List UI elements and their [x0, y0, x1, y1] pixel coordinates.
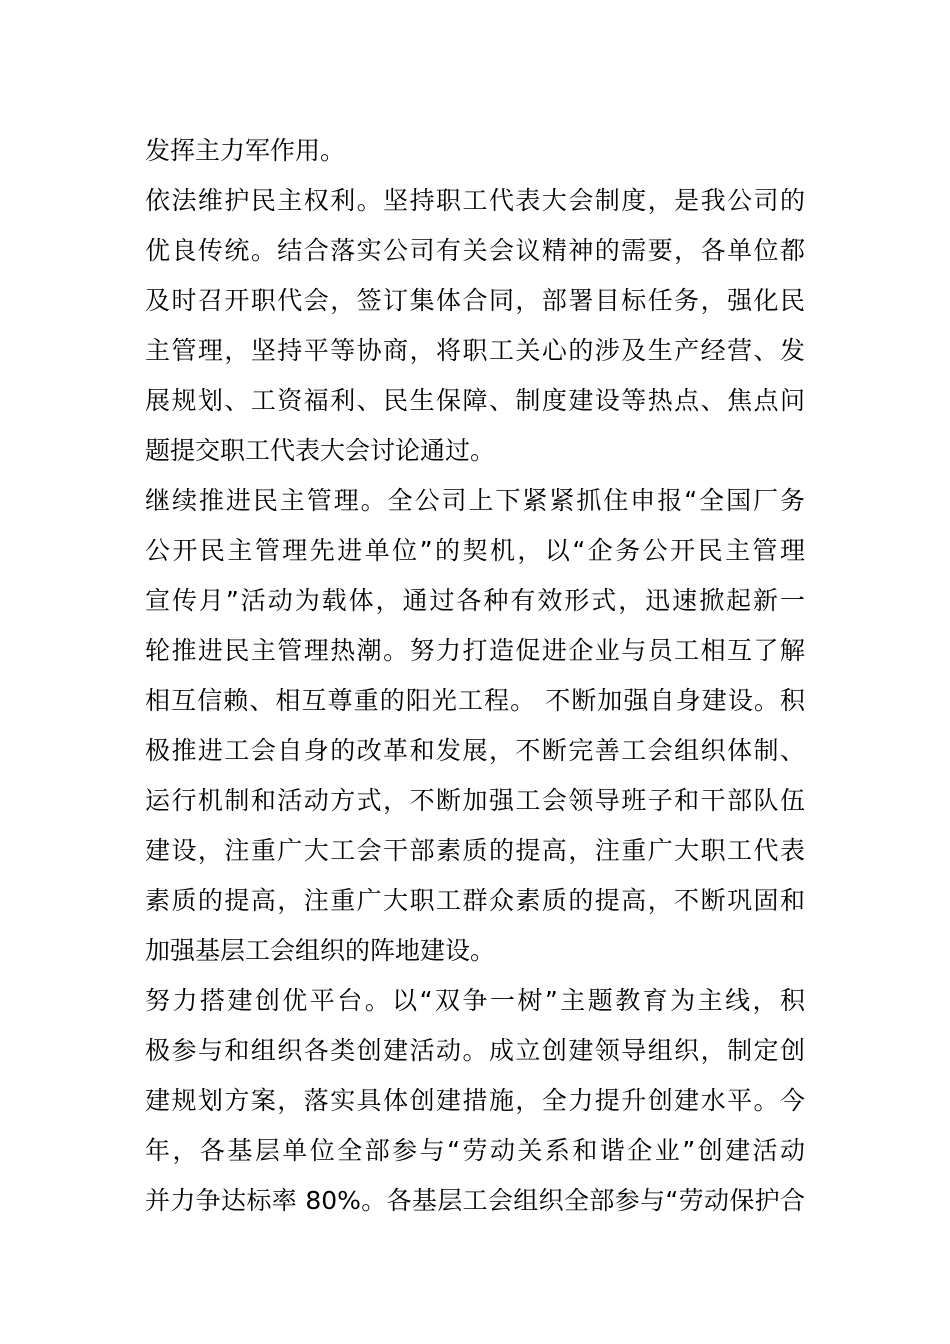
text-line: 依法维护民主权利。坚持职工代表大会制度，是我公司的: [145, 186, 805, 215]
text-line: 建设，注重广大工会干部素质的提高，注重广大职工代表: [145, 836, 805, 865]
text-line: 发挥主力军作用。: [145, 136, 346, 165]
text-line: 继续推进民主管理。全公司上下紧紧抓住申报“全国厂务: [145, 486, 805, 515]
text-line: 努力搭建创优平台。以“双争一树”主题教育为主线，积: [145, 986, 805, 1015]
text-line: 建规划方案，落实具体创建措施，全力提升创建水平。今: [145, 1086, 805, 1115]
text-line: 题提交职工代表大会讨论通过。: [145, 436, 496, 465]
text-line: 相互信赖、相互尊重的阳光工程。 不断加强自身建设。积: [145, 686, 805, 715]
text-line: 公开民主管理先进单位”的契机，以“企务公开民主管理: [145, 536, 805, 565]
text-line: 年，各基层单位全部参与“劳动关系和谐企业”创建活动: [145, 1136, 805, 1165]
text-line: 加强基层工会组织的阵地建设。: [145, 936, 496, 965]
text-line: 素质的提高，注重广大职工群众素质的提高，不断巩固和: [145, 886, 805, 915]
text-line: 极推进工会自身的改革和发展，不断完善工会组织体制、: [145, 736, 805, 765]
text-line: 运行机制和活动方式，不断加强工会领导班子和干部队伍: [145, 786, 805, 815]
text-line: 优良传统。结合落实公司有关会议精神的需要，各单位都: [145, 236, 805, 265]
text-line: 并力争达标率 80%。各基层工会组织全部参与“劳动保护合: [145, 1186, 805, 1215]
text-line: 极参与和组织各类创建活动。成立创建领导组织，制定创: [145, 1036, 805, 1065]
text-line: 及时召开职代会，签订集体合同，部署目标任务，强化民: [145, 286, 805, 315]
text-line: 主管理，坚持平等协商，将职工关心的涉及生产经营、发: [145, 336, 805, 365]
text-line: 展规划、工资福利、民生保障、制度建设等热点、焦点问: [145, 386, 805, 415]
text-line: 宣传月”活动为载体，通过各种有效形式，迅速掀起新一: [145, 586, 805, 615]
text-line: 轮推进民主管理热潮。努力打造促进企业与员工相互了解: [145, 636, 805, 665]
